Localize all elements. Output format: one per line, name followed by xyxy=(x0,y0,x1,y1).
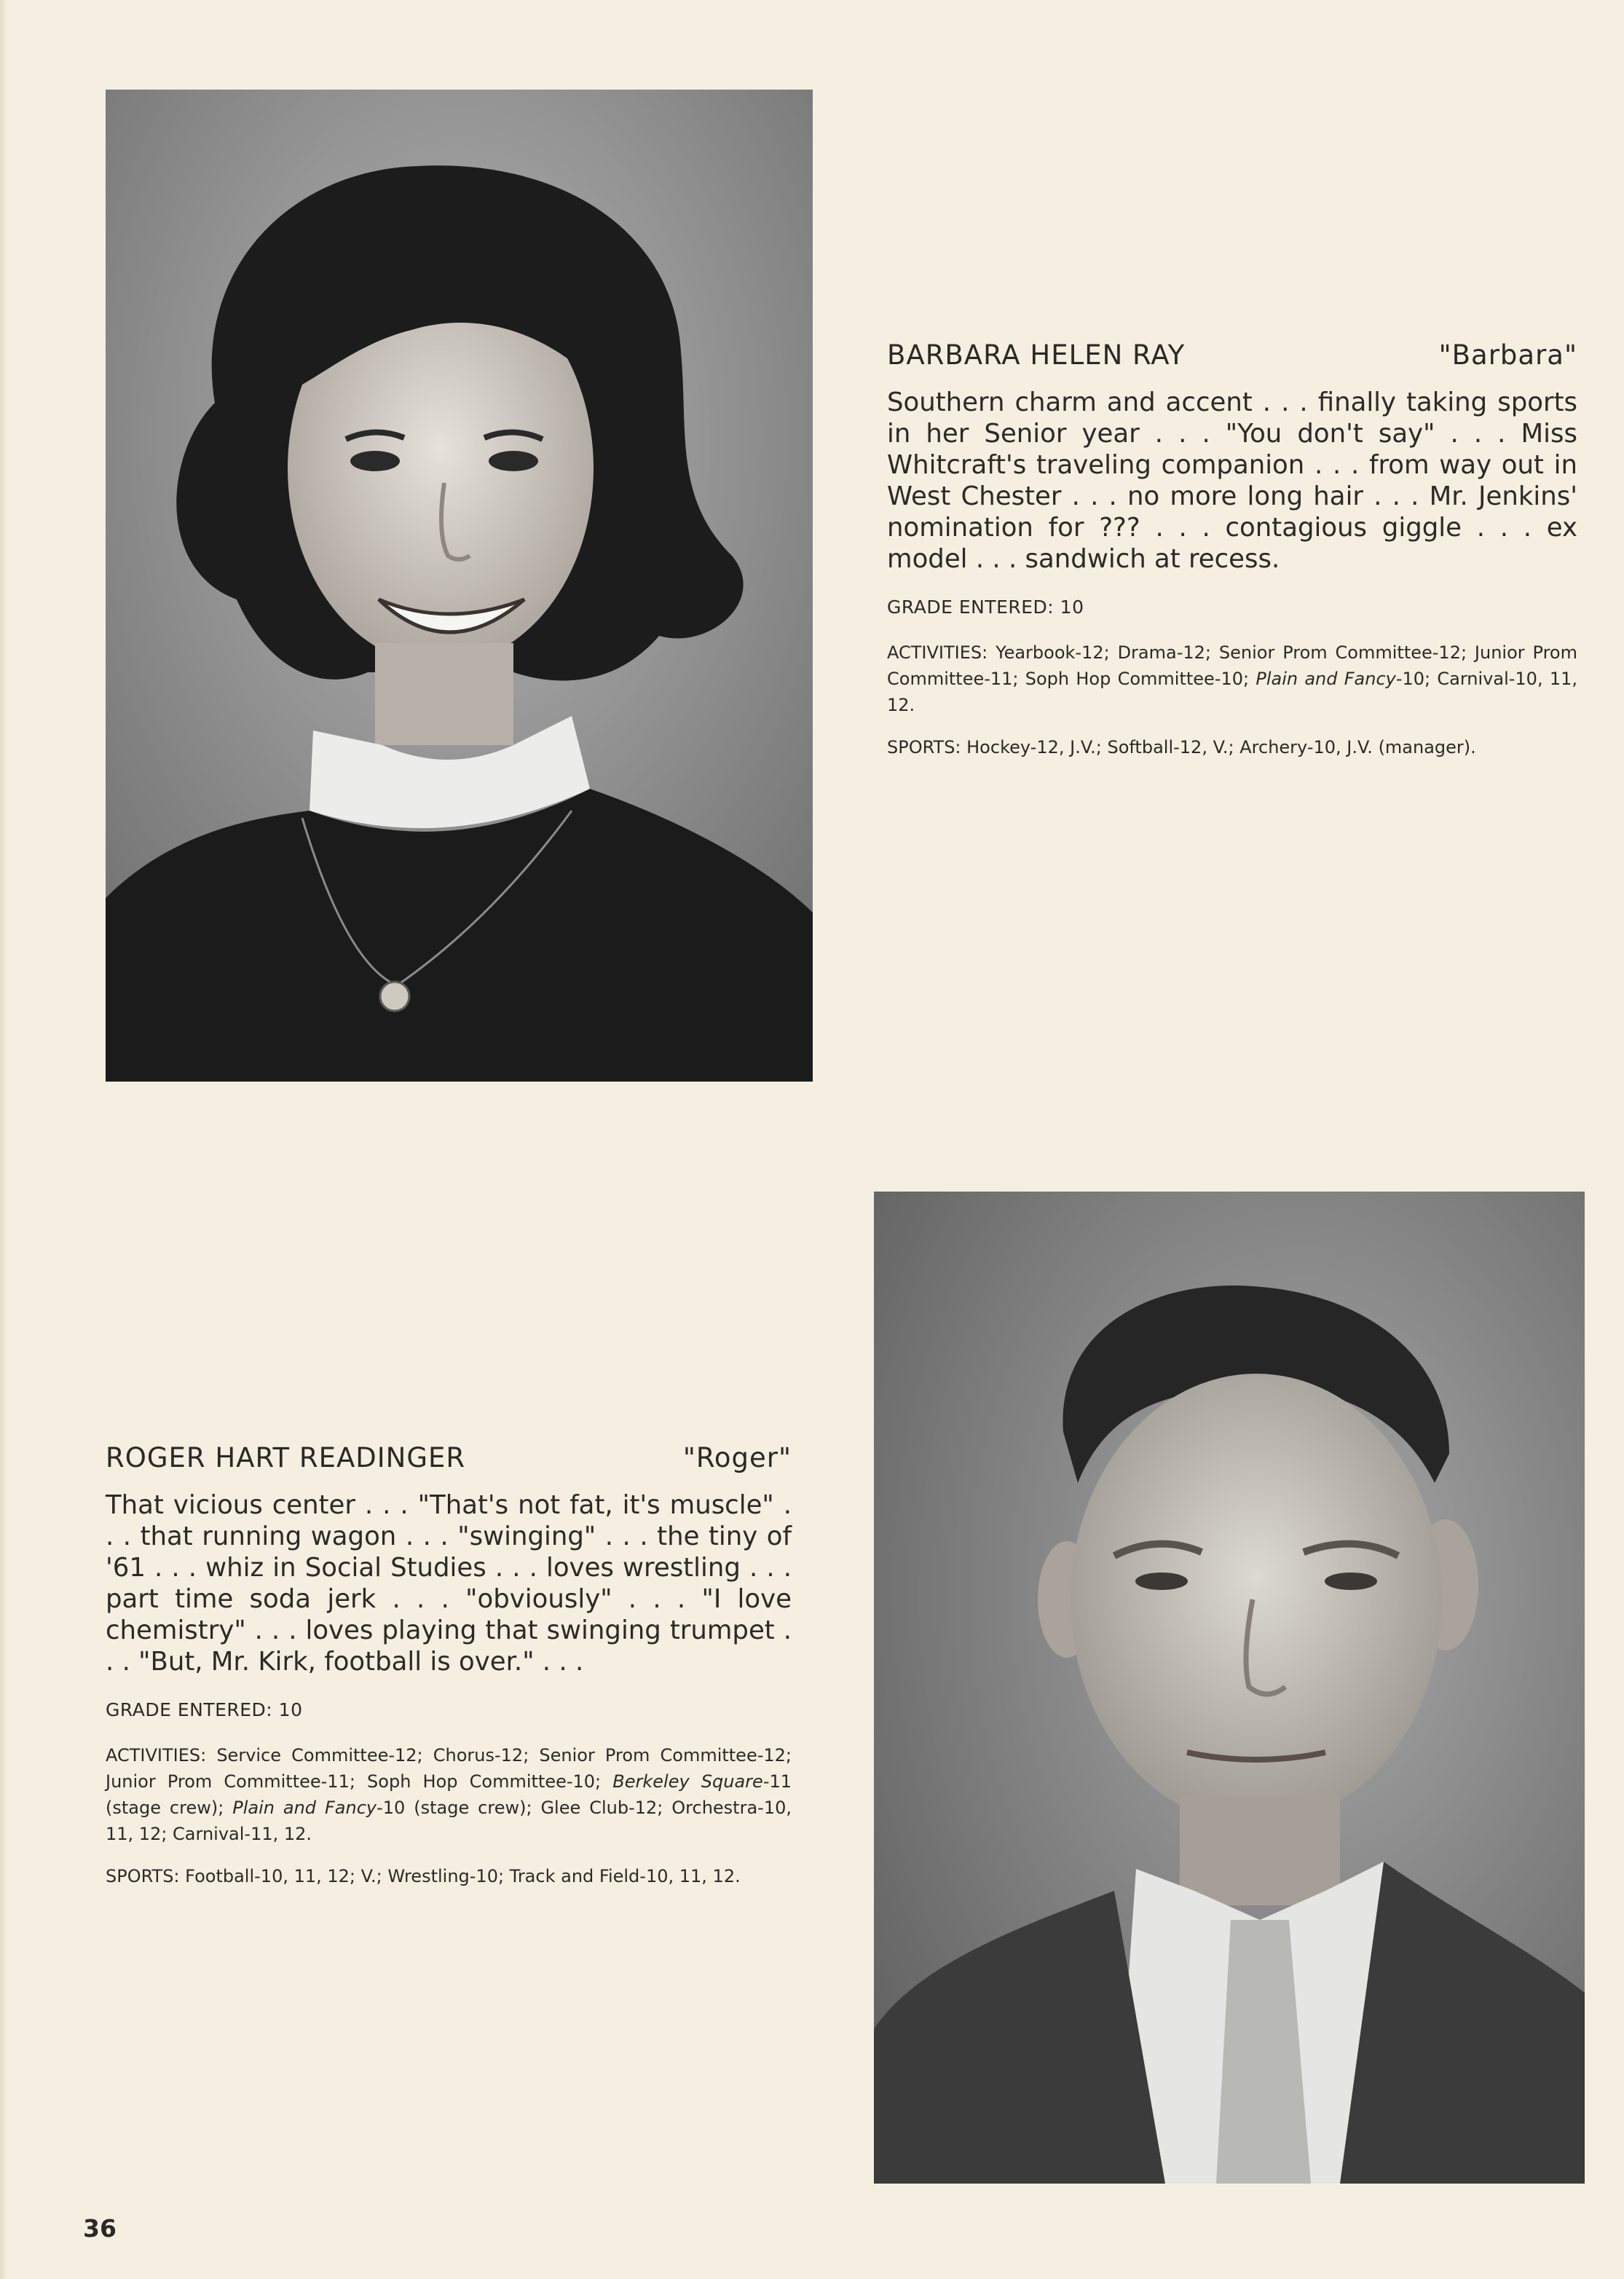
portrait-photo-roger xyxy=(874,1192,1585,2184)
grade-entered: GRADE ENTERED: 10 xyxy=(887,597,1084,618)
student-name: BARBARA HELEN RAY xyxy=(887,339,1186,371)
sports: SPORTS: Hockey-12, J.V.; Softball-12, V.; Archery-10, J.V. (manager). xyxy=(887,737,1476,757)
student-description: Southern charm and accent . . . finally taking sports in her Senior year . . . "You don't say" . . . Miss Whitcraft's traveling companion . . . from way out in West Chester . . . no more long hair . . . Mr. Jenkins' nomination for ??? . . . contagious giggle . . . ex model . . . sandwich at recess. xyxy=(887,387,1577,574)
page-number: 36 xyxy=(83,2214,117,2243)
student-description: That vicious center . . . "That's not fat, it's muscle" . . . that running wagon . . . "swinging" . . . the tiny of '61 . . . whiz in Social Studies . . . loves wrestling . . . part time soda jerk . . . "obviously" . . . "I love chemistry" . . . loves playing that swinging trumpet . . . "But, Mr. Kirk, football is over." . . . xyxy=(106,1490,792,1677)
activities: ACTIVITIES: Service Committee-12; Chorus-12; Senior Prom Committee-12; Junior Prom Committee-11; Soph Hop Committee-10; Berkeley Square-11 (stage crew); Plain and Fancy-10 (stage crew); Glee Club-12; Orchestra-10, 11, 12; Carnival-11, 12. xyxy=(106,1745,792,1844)
activities: ACTIVITIES: Yearbook-12; Drama-12; Senior Prom Committee-12; Junior Prom Committee-11; Soph Hop Committee-10; Plain and Fancy-10; Carnival-10, 11, 12. xyxy=(887,642,1577,715)
student-entry-barbara xyxy=(887,339,1577,760)
sports: SPORTS: Football-10, 11, 12; V.; Wrestling-10; Track and Field-10, 11, 12. xyxy=(106,1866,741,1886)
student-name: ROGER HART READINGER xyxy=(106,1442,466,1473)
student-entry-roger xyxy=(106,1442,792,1889)
page-edge xyxy=(0,0,7,2279)
grade-entered: GRADE ENTERED: 10 xyxy=(106,1699,303,1720)
name-row xyxy=(106,1442,792,1473)
student-nickname: "Barbara" xyxy=(1438,339,1577,371)
student-nickname: "Roger" xyxy=(682,1442,792,1473)
name-row xyxy=(887,339,1577,371)
portrait-photo-barbara xyxy=(106,90,813,1082)
